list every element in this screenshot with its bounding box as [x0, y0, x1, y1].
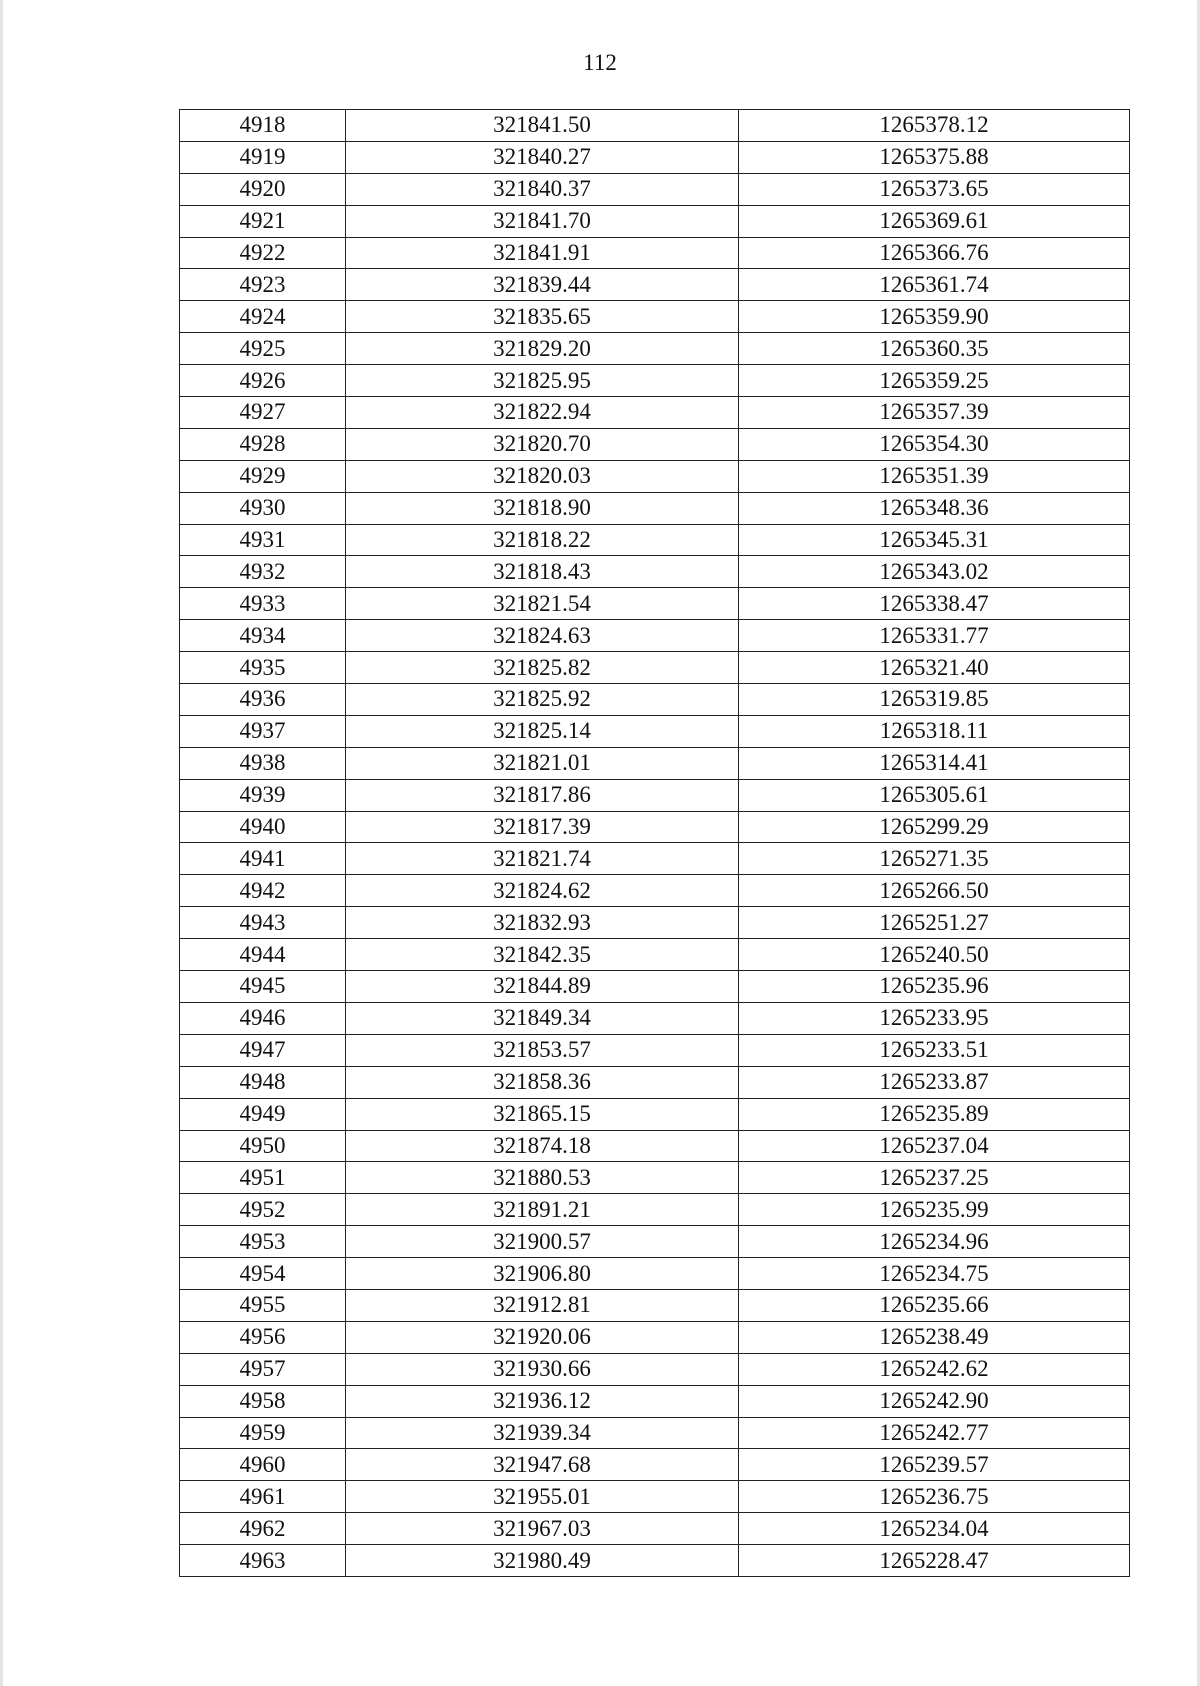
point-number-cell: 4924	[180, 301, 346, 333]
x-coordinate-cell: 321880.53	[346, 1162, 739, 1194]
table-row	[180, 779, 1130, 811]
point-number-cell: 4959	[180, 1417, 346, 1449]
y-coordinate-cell: 1265331.77	[739, 620, 1130, 652]
x-coordinate-cell: 321939.34	[346, 1417, 739, 1449]
y-coordinate-cell: 1265361.74	[739, 269, 1130, 301]
point-number-cell: 4929	[180, 460, 346, 492]
table-row	[180, 1321, 1130, 1353]
point-number-cell: 4956	[180, 1321, 346, 1353]
y-coordinate-cell: 1265351.39	[739, 460, 1130, 492]
table-row	[180, 110, 1130, 142]
y-coordinate-cell: 1265266.50	[739, 875, 1130, 907]
x-coordinate-cell: 321841.70	[346, 205, 739, 237]
table-row	[180, 1449, 1130, 1481]
point-number-cell: 4936	[180, 684, 346, 716]
x-coordinate-cell: 321832.93	[346, 907, 739, 939]
y-coordinate-cell: 1265237.04	[739, 1130, 1130, 1162]
point-number-cell: 4949	[180, 1098, 346, 1130]
x-coordinate-cell: 321947.68	[346, 1449, 739, 1481]
point-number-cell: 4944	[180, 939, 346, 971]
point-number-cell: 4946	[180, 1002, 346, 1034]
point-number-cell: 4941	[180, 843, 346, 875]
table-row	[180, 843, 1130, 875]
table-row	[180, 173, 1130, 205]
table-row	[180, 1289, 1130, 1321]
y-coordinate-cell: 1265314.41	[739, 747, 1130, 779]
y-coordinate-cell: 1265235.89	[739, 1098, 1130, 1130]
point-number-cell: 4920	[180, 173, 346, 205]
x-coordinate-cell: 321900.57	[346, 1226, 739, 1258]
y-coordinate-cell: 1265318.11	[739, 715, 1130, 747]
point-number-cell: 4958	[180, 1385, 346, 1417]
x-coordinate-cell: 321849.34	[346, 1002, 739, 1034]
table-row	[180, 141, 1130, 173]
table-row	[180, 1066, 1130, 1098]
point-number-cell: 4953	[180, 1226, 346, 1258]
y-coordinate-cell: 1265239.57	[739, 1449, 1130, 1481]
x-coordinate-cell: 321829.20	[346, 333, 739, 365]
table-row	[180, 1162, 1130, 1194]
y-coordinate-cell: 1265348.36	[739, 492, 1130, 524]
table-row	[180, 1034, 1130, 1066]
y-coordinate-cell: 1265345.31	[739, 524, 1130, 556]
x-coordinate-cell: 321841.91	[346, 237, 739, 269]
y-coordinate-cell: 1265234.04	[739, 1513, 1130, 1545]
x-coordinate-cell: 321842.35	[346, 939, 739, 971]
y-coordinate-cell: 1265235.99	[739, 1194, 1130, 1226]
table-row	[180, 205, 1130, 237]
y-coordinate-cell: 1265236.75	[739, 1481, 1130, 1513]
x-coordinate-cell: 321821.54	[346, 588, 739, 620]
table-row	[180, 1194, 1130, 1226]
y-coordinate-cell: 1265234.96	[739, 1226, 1130, 1258]
table-row	[180, 556, 1130, 588]
x-coordinate-cell: 321825.82	[346, 652, 739, 684]
x-coordinate-cell: 321891.21	[346, 1194, 739, 1226]
y-coordinate-cell: 1265299.29	[739, 811, 1130, 843]
x-coordinate-cell: 321825.14	[346, 715, 739, 747]
y-coordinate-cell: 1265251.27	[739, 907, 1130, 939]
y-coordinate-cell: 1265235.66	[739, 1289, 1130, 1321]
table-row	[180, 397, 1130, 429]
coordinates-table	[179, 109, 1130, 1577]
point-number-cell: 4932	[180, 556, 346, 588]
x-coordinate-cell: 321955.01	[346, 1481, 739, 1513]
y-coordinate-cell: 1265238.49	[739, 1321, 1130, 1353]
table-row	[180, 237, 1130, 269]
table-row	[180, 269, 1130, 301]
table-row	[180, 1130, 1130, 1162]
y-coordinate-cell: 1265228.47	[739, 1545, 1130, 1577]
table-row	[180, 747, 1130, 779]
x-coordinate-cell: 321820.03	[346, 460, 739, 492]
point-number-cell: 4947	[180, 1034, 346, 1066]
x-coordinate-cell: 321906.80	[346, 1258, 739, 1290]
point-number-cell: 4933	[180, 588, 346, 620]
table-row	[180, 652, 1130, 684]
y-coordinate-cell: 1265375.88	[739, 141, 1130, 173]
table-row	[180, 875, 1130, 907]
point-number-cell: 4934	[180, 620, 346, 652]
table-row	[180, 588, 1130, 620]
x-coordinate-cell: 321920.06	[346, 1321, 739, 1353]
y-coordinate-cell: 1265240.50	[739, 939, 1130, 971]
x-coordinate-cell: 321930.66	[346, 1353, 739, 1385]
point-number-cell: 4952	[180, 1194, 346, 1226]
y-coordinate-cell: 1265305.61	[739, 779, 1130, 811]
y-coordinate-cell: 1265357.39	[739, 397, 1130, 429]
y-coordinate-cell: 1265321.40	[739, 652, 1130, 684]
x-coordinate-cell: 321839.44	[346, 269, 739, 301]
y-coordinate-cell: 1265271.35	[739, 843, 1130, 875]
x-coordinate-cell: 321912.81	[346, 1289, 739, 1321]
x-coordinate-cell: 321844.89	[346, 971, 739, 1003]
point-number-cell: 4921	[180, 205, 346, 237]
y-coordinate-cell: 1265242.62	[739, 1353, 1130, 1385]
table-row	[180, 333, 1130, 365]
table-row	[180, 811, 1130, 843]
x-coordinate-cell: 321817.86	[346, 779, 739, 811]
x-coordinate-cell: 321824.63	[346, 620, 739, 652]
point-number-cell: 4938	[180, 747, 346, 779]
y-coordinate-cell: 1265366.76	[739, 237, 1130, 269]
table-row	[180, 365, 1130, 397]
x-coordinate-cell: 321841.50	[346, 110, 739, 142]
x-coordinate-cell: 321818.22	[346, 524, 739, 556]
table-row	[180, 1545, 1130, 1577]
y-coordinate-cell: 1265354.30	[739, 428, 1130, 460]
table-row	[180, 715, 1130, 747]
x-coordinate-cell: 321821.01	[346, 747, 739, 779]
point-number-cell: 4957	[180, 1353, 346, 1385]
point-number-cell: 4931	[180, 524, 346, 556]
x-coordinate-cell: 321818.90	[346, 492, 739, 524]
table-row	[180, 1002, 1130, 1034]
y-coordinate-cell: 1265378.12	[739, 110, 1130, 142]
x-coordinate-cell: 321936.12	[346, 1385, 739, 1417]
point-number-cell: 4919	[180, 141, 346, 173]
y-coordinate-cell: 1265319.85	[739, 684, 1130, 716]
table-row	[180, 907, 1130, 939]
y-coordinate-cell: 1265360.35	[739, 333, 1130, 365]
table-row	[180, 460, 1130, 492]
table-row	[180, 1481, 1130, 1513]
point-number-cell: 4937	[180, 715, 346, 747]
x-coordinate-cell: 321825.95	[346, 365, 739, 397]
point-number-cell: 4948	[180, 1066, 346, 1098]
table-row	[180, 939, 1130, 971]
point-number-cell: 4945	[180, 971, 346, 1003]
point-number-cell: 4943	[180, 907, 346, 939]
y-coordinate-cell: 1265235.96	[739, 971, 1130, 1003]
point-number-cell: 4962	[180, 1513, 346, 1545]
table-row	[180, 428, 1130, 460]
point-number-cell: 4942	[180, 875, 346, 907]
table-row	[180, 1098, 1130, 1130]
x-coordinate-cell: 321820.70	[346, 428, 739, 460]
x-coordinate-cell: 321858.36	[346, 1066, 739, 1098]
x-coordinate-cell: 321840.27	[346, 141, 739, 173]
x-coordinate-cell: 321835.65	[346, 301, 739, 333]
point-number-cell: 4954	[180, 1258, 346, 1290]
x-coordinate-cell: 321818.43	[346, 556, 739, 588]
y-coordinate-cell: 1265359.25	[739, 365, 1130, 397]
point-number-cell: 4939	[180, 779, 346, 811]
point-number-cell: 4940	[180, 811, 346, 843]
x-coordinate-cell: 321822.94	[346, 397, 739, 429]
point-number-cell: 4955	[180, 1289, 346, 1321]
y-coordinate-cell: 1265234.75	[739, 1258, 1130, 1290]
y-coordinate-cell: 1265338.47	[739, 588, 1130, 620]
table-row	[180, 301, 1130, 333]
table-row	[180, 971, 1130, 1003]
table-row	[180, 1353, 1130, 1385]
point-number-cell: 4923	[180, 269, 346, 301]
point-number-cell: 4950	[180, 1130, 346, 1162]
x-coordinate-cell: 321865.15	[346, 1098, 739, 1130]
point-number-cell: 4922	[180, 237, 346, 269]
y-coordinate-cell: 1265359.90	[739, 301, 1130, 333]
scan-edge-left	[0, 0, 3, 1686]
point-number-cell: 4951	[180, 1162, 346, 1194]
y-coordinate-cell: 1265237.25	[739, 1162, 1130, 1194]
x-coordinate-cell: 321825.92	[346, 684, 739, 716]
point-number-cell: 4928	[180, 428, 346, 460]
table-row	[180, 524, 1130, 556]
x-coordinate-cell: 321821.74	[346, 843, 739, 875]
y-coordinate-cell: 1265242.77	[739, 1417, 1130, 1449]
x-coordinate-cell: 321840.37	[346, 173, 739, 205]
x-coordinate-cell: 321967.03	[346, 1513, 739, 1545]
x-coordinate-cell: 321980.49	[346, 1545, 739, 1577]
point-number-cell: 4918	[180, 110, 346, 142]
table-row	[180, 492, 1130, 524]
table-row	[180, 620, 1130, 652]
x-coordinate-cell: 321874.18	[346, 1130, 739, 1162]
y-coordinate-cell: 1265233.51	[739, 1034, 1130, 1066]
point-number-cell: 4927	[180, 397, 346, 429]
y-coordinate-cell: 1265233.95	[739, 1002, 1130, 1034]
point-number-cell: 4963	[180, 1545, 346, 1577]
point-number-cell: 4960	[180, 1449, 346, 1481]
table-row	[180, 1226, 1130, 1258]
table-row	[180, 1513, 1130, 1545]
y-coordinate-cell: 1265233.87	[739, 1066, 1130, 1098]
y-coordinate-cell: 1265242.90	[739, 1385, 1130, 1417]
table-row	[180, 1417, 1130, 1449]
y-coordinate-cell: 1265369.61	[739, 205, 1130, 237]
x-coordinate-cell: 321817.39	[346, 811, 739, 843]
table-row	[180, 684, 1130, 716]
y-coordinate-cell: 1265343.02	[739, 556, 1130, 588]
y-coordinate-cell: 1265373.65	[739, 173, 1130, 205]
point-number-cell: 4925	[180, 333, 346, 365]
table-row	[180, 1385, 1130, 1417]
point-number-cell: 4935	[180, 652, 346, 684]
x-coordinate-cell: 321824.62	[346, 875, 739, 907]
point-number-cell: 4930	[180, 492, 346, 524]
page-number: 112	[583, 50, 617, 75]
table-row	[180, 1258, 1130, 1290]
x-coordinate-cell: 321853.57	[346, 1034, 739, 1066]
point-number-cell: 4926	[180, 365, 346, 397]
point-number-cell: 4961	[180, 1481, 346, 1513]
